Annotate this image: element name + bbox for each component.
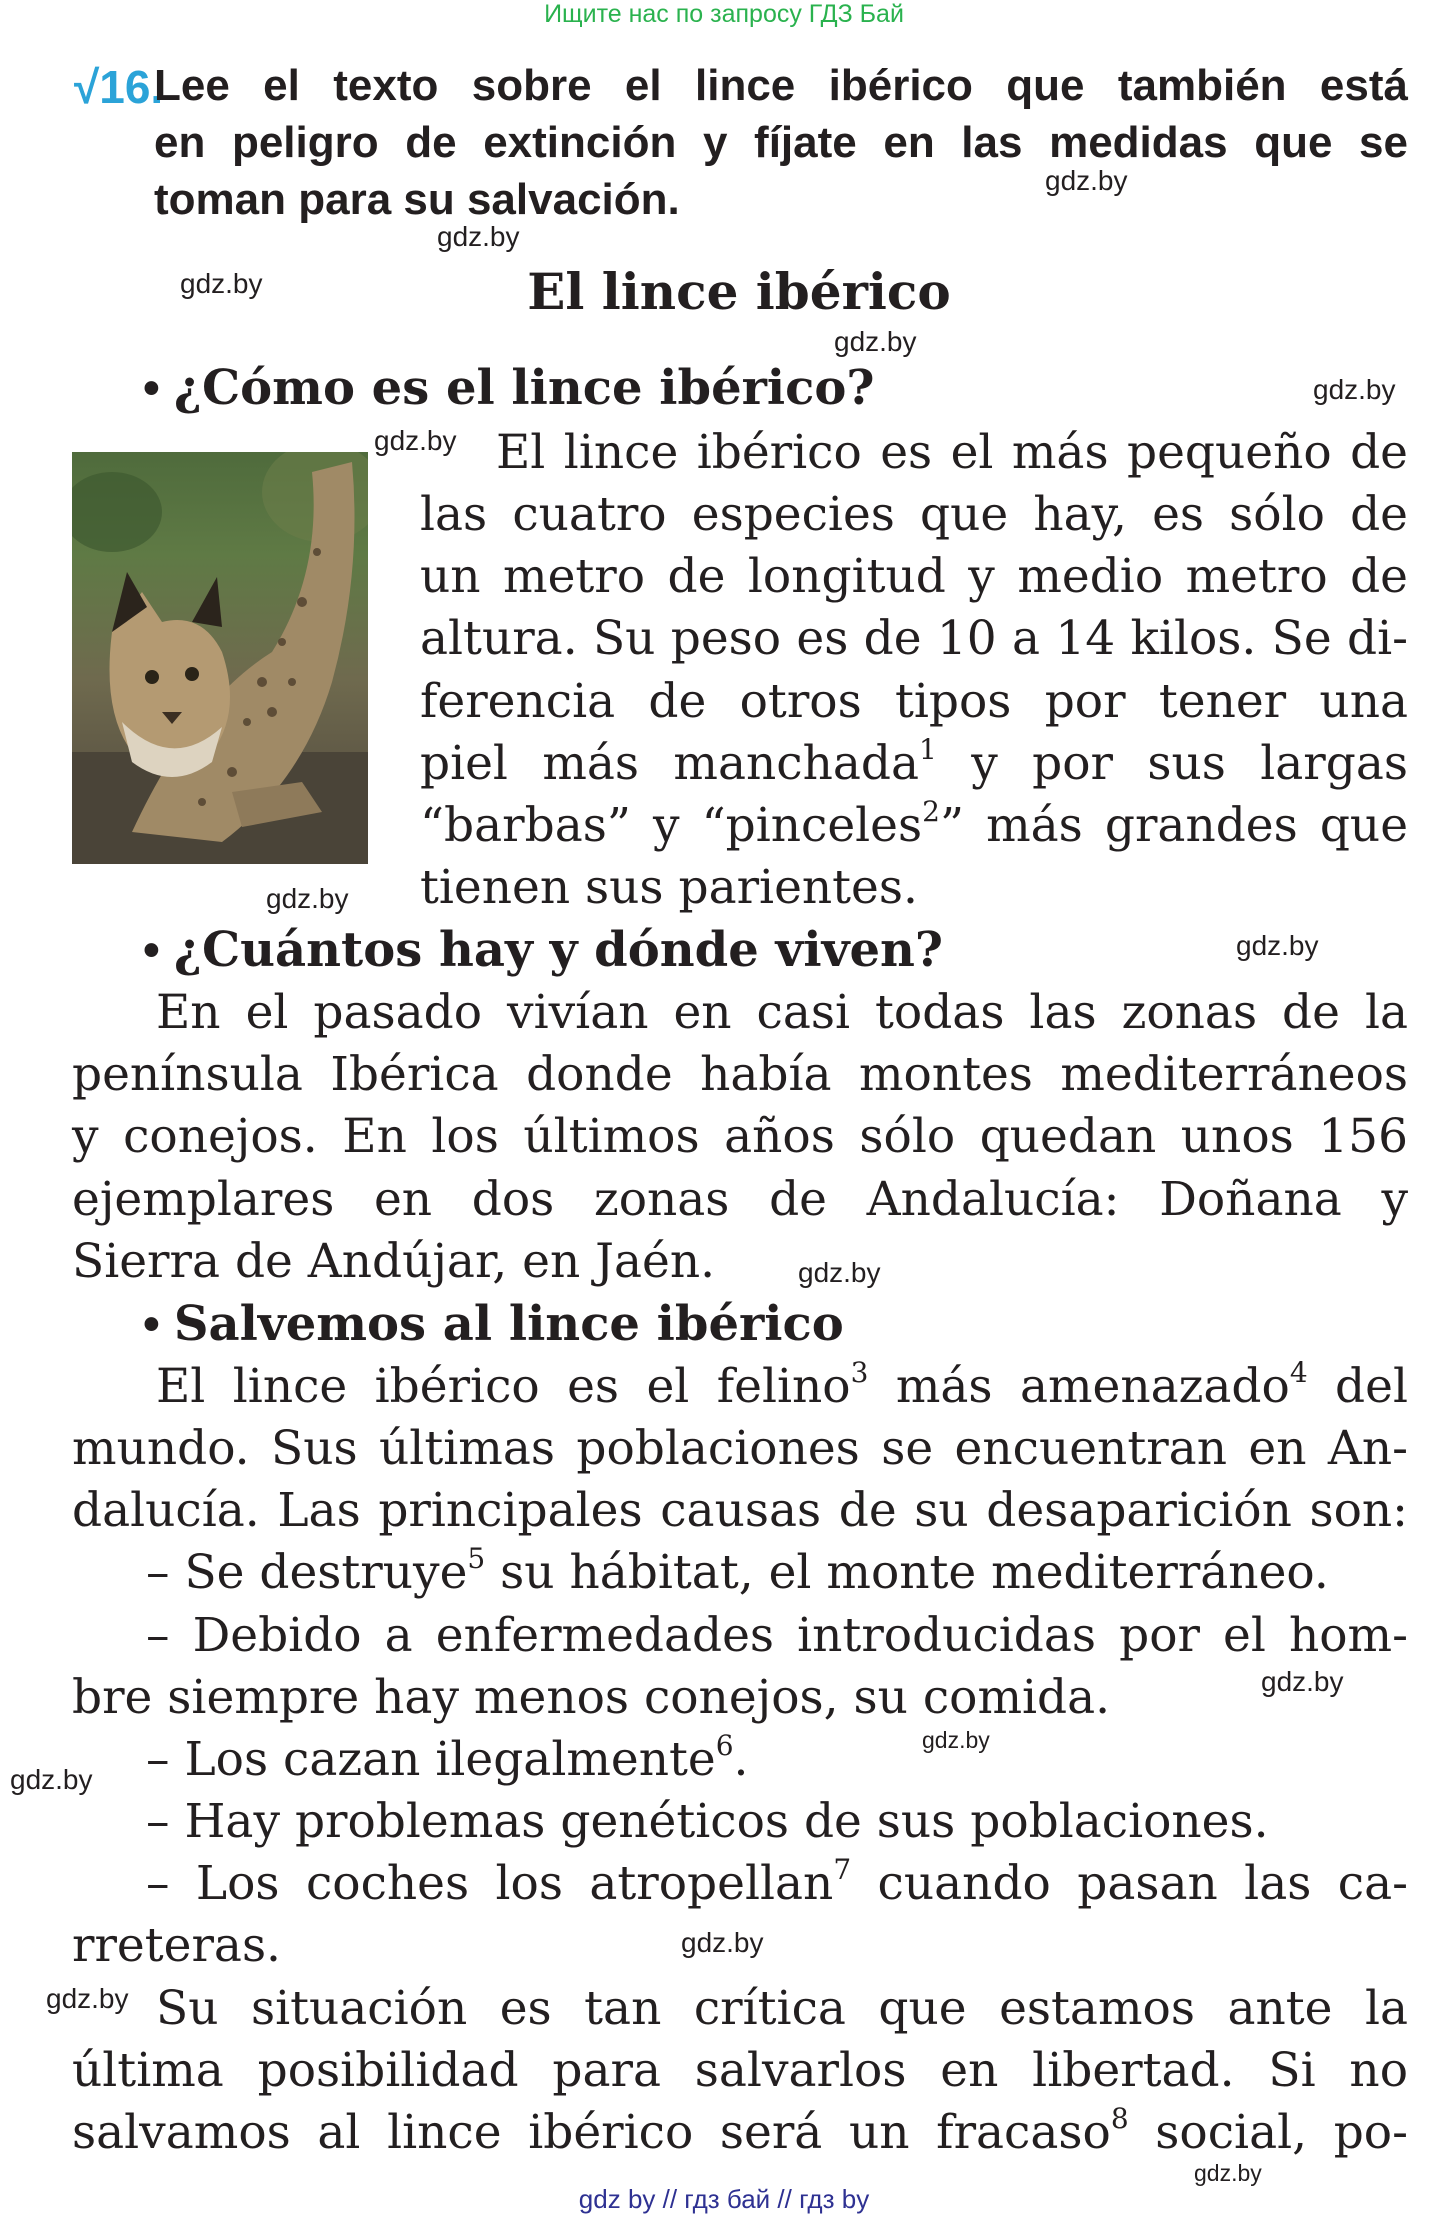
watermark: gdz.by <box>1313 374 1396 405</box>
paragraph-line: bre siempre hay menos conejos, su comida. <box>72 1670 1111 1725</box>
watermark: gdz.by <box>834 326 917 357</box>
line-text: . <box>733 1732 749 1787</box>
watermark: gdz.by <box>681 1927 764 1958</box>
footnote-ref: 7 <box>833 1853 852 1886</box>
paragraph-line: ejemplares en dos zonas de Andalucía: Doñana y <box>72 1172 1408 1227</box>
footnote-ref: 4 <box>1289 1356 1308 1389</box>
paragraph-line: Sierra de Andújar, en Jaén. <box>72 1234 716 1289</box>
line-text: cuando pasan las ca- <box>851 1856 1408 1911</box>
heading-text: ¿Cómo es el lince ibérico? <box>173 360 875 416</box>
paragraph-line: dalucía. Las principales causas de su desaparición son: <box>72 1483 1408 1538</box>
paragraph-line: y conejos. En los últimos años sólo quedan unos 156 <box>72 1109 1408 1164</box>
lynx-photo <box>72 452 368 864</box>
paragraph-line: tienen sus parientes. <box>420 860 918 915</box>
line-text: El lince ibérico es el felino <box>156 1359 851 1414</box>
paragraph-line: última posibilidad para salvarlos en libertad. Si no <box>72 2043 1408 2098</box>
paragraph-line: península Ibérica donde había montes mediterráneos <box>72 1047 1408 1102</box>
watermark: gdz.by <box>1236 930 1319 961</box>
paragraph-line: – Hay problemas genéticos de sus poblaciones. <box>146 1794 1269 1849</box>
watermark: gdz.by <box>1261 1666 1344 1697</box>
task-line: toman para su salvación. <box>154 175 680 224</box>
footnote-ref: 1 <box>919 733 937 766</box>
line-text: – Se destruye <box>146 1545 468 1600</box>
line-text: social, po- <box>1128 2105 1408 2160</box>
line-text: salvamos al lince ibérico será un fracaso <box>72 2105 1111 2160</box>
footnote-ref: 3 <box>850 1356 869 1389</box>
paragraph-line: altura. Su peso es de 10 a 14 kilos. Se di- <box>420 611 1408 666</box>
article-title: El lince ibérico <box>527 262 951 321</box>
watermark: gdz.by <box>922 1727 990 1753</box>
line-text: “barbas” y “pinceles <box>420 798 923 853</box>
watermark: gdz.by <box>180 268 263 299</box>
paragraph-line <box>72 2102 1408 2164</box>
watermark: gdz.by <box>798 1257 881 1288</box>
paragraph-line: – Debido a enfermedades introducidas por el hom- <box>146 1608 1408 1663</box>
watermark: gdz.by <box>10 1764 93 1795</box>
exercise-number: √16. <box>74 61 164 113</box>
bullet: • <box>143 1298 160 1351</box>
bullet: • <box>143 362 160 415</box>
paragraph-line <box>146 1729 1408 1791</box>
heading-text: ¿Cuántos hay y dónde viven? <box>173 922 944 978</box>
line-text: – Los cazan ilegalmente <box>146 1732 716 1787</box>
footnote-ref: 2 <box>922 795 940 828</box>
watermark: gdz.by <box>1194 2160 1262 2186</box>
line-text: piel más manchada <box>420 736 920 791</box>
footnote-ref: 5 <box>467 1542 486 1575</box>
paragraph-line <box>420 795 1408 857</box>
footer-links: gdz by // гдз бай // гдз by <box>578 2184 870 2214</box>
line-text: – Los coches los atropellan <box>146 1856 834 1911</box>
bullet: • <box>143 924 160 977</box>
footnote-ref: 8 <box>1110 2102 1129 2135</box>
line-text: más amenazado <box>868 1359 1290 1414</box>
line-text: del <box>1307 1359 1408 1414</box>
paragraph-line: Su situación es tan crítica que estamos ante la <box>156 1981 1408 2036</box>
line-text: su hábitat, el monte mediterráneo. <box>485 1545 1329 1600</box>
heading-text: Salvemos al lince ibérico <box>173 1296 844 1352</box>
paragraph-line: las cuatro especies que hay, es sólo de <box>420 487 1408 542</box>
paragraph-line <box>156 1356 1408 1418</box>
watermark: gdz.by <box>437 221 520 252</box>
paragraph-line: ferencia de otros tipos por tener una <box>420 674 1408 729</box>
top-banner: Ищите нас по запросу ГДЗ Бай <box>544 0 904 28</box>
paragraph-line: un metro de longitud y medio metro de <box>420 549 1408 604</box>
paragraph-line <box>420 733 1408 795</box>
paragraph-line: mundo. Sus últimas poblaciones se encuentran en An- <box>72 1421 1408 1476</box>
section-heading-appearance <box>143 360 875 416</box>
line-text: ” más grandes que <box>939 798 1409 853</box>
watermark: gdz.by <box>1045 165 1128 196</box>
section-heading-save <box>143 1296 844 1352</box>
line-text: y por sus largas <box>936 736 1409 791</box>
task-line: en peligro de extinción y fíjate en las medidas que se <box>154 118 1408 167</box>
watermark: gdz.by <box>374 425 457 456</box>
task-line: Lee el texto sobre el lince ibérico que también está <box>154 61 1408 110</box>
watermark: gdz.by <box>46 1983 129 2014</box>
section-heading-population <box>143 922 943 978</box>
footnote-ref: 6 <box>715 1729 734 1762</box>
paragraph-line: El lince ibérico es el más pequeño de <box>496 425 1408 480</box>
paragraph-line: rreteras. <box>72 1918 281 1973</box>
exercise-task <box>154 57 1408 228</box>
watermark: gdz.by <box>266 883 349 914</box>
paragraph-line: En el pasado vivían en casi todas las zonas de la <box>156 985 1408 1040</box>
paragraph-line <box>146 1542 1408 1604</box>
paragraph-line <box>146 1853 1408 1915</box>
